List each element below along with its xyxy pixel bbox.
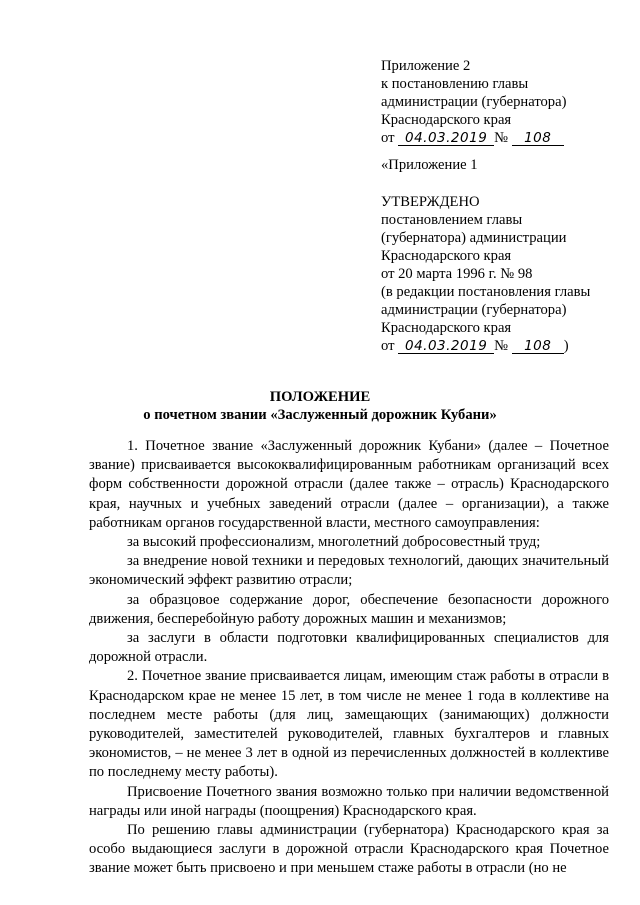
number-prefix: № — [494, 130, 509, 146]
from-prefix: от — [381, 130, 395, 146]
paragraph: Присвоение Почетного звания возможно только при наличии ведомственной награды или иной награды (поощрения) Краснодарского края. — [89, 783, 609, 819]
approved-line: от 20 марта 1996 г. № 98 — [381, 266, 533, 282]
handwritten-number: 108 — [512, 339, 564, 354]
header-line: Краснодарского края — [381, 112, 512, 128]
approved-lines — [381, 193, 590, 355]
title-main: ПОЛОЖЕНИЕ — [269, 389, 371, 405]
handwritten-number: 108 — [512, 131, 564, 146]
closing-paren: ) — [563, 338, 569, 354]
document-title — [0, 388, 640, 424]
header-line: Приложение 2 — [381, 58, 471, 74]
approved-line: УТВЕРЖДЕНО — [381, 194, 480, 210]
paragraph: за заслуги в области подготовки квалифицированных специалистов для дорожной отрасли. — [89, 630, 609, 666]
paragraph: за образцовое содержание дорог, обеспечение безопасности дорожного движения, бесперебойную работу дорожных машин и механизмов; — [89, 591, 609, 627]
approved-line: постановлением главы — [381, 212, 523, 228]
paragraph: По решению главы администрации (губернатора) Краснодарского края за особо выдающиеся заслуги в дорожной отрасли Краснодарского края Почетное звание может быть присвоено и при меньшем стаже работы в отрасли (но не — [89, 822, 609, 877]
paragraph: за высокий профессионализм, многолетний добросовестный труд; — [127, 534, 541, 551]
appendix-1-label: «Приложение 1 — [381, 157, 478, 173]
approved-line: администрации (губернатора) — [381, 302, 567, 318]
handwritten-date: 04.03.2019 — [398, 339, 494, 354]
approved-line: (в редакции постановления главы — [381, 284, 591, 300]
title-sub: о почетном звании «Заслуженный дорожник Кубани» — [143, 407, 497, 423]
approved-line: (губернатора) администрации — [381, 230, 567, 246]
handwritten-date: 04.03.2019 — [398, 131, 494, 146]
appendix-2-header — [381, 57, 566, 147]
paragraph: 2. Почетное звание присваивается лицам, имеющим стаж работы в отрасли в Краснодарском крае не менее 15 лет, в том числе не менее 1 года в коллективе на последнем месте работы (для лиц, замещающих (занимающих) должности руководителей, заместителей руководителей, главных бухгалтеров и главных экономистов, – не менее 3 лет в одной из перечисленных должностей в коллективе по последнему месту работы). — [89, 668, 609, 781]
approved-line: Краснодарского края — [381, 320, 512, 336]
header-line: администрации (губернатора) — [381, 94, 567, 110]
approved-line: Краснодарского края — [381, 248, 512, 264]
number-prefix: № — [494, 338, 509, 354]
from-prefix: от — [381, 338, 395, 354]
paragraph: за внедрение новой техники и передовых технологий, дающих значительный экономический эффект развитию отрасли; — [89, 553, 609, 589]
approved-date-line — [381, 337, 590, 355]
document-body — [89, 437, 609, 879]
approved-block — [381, 156, 478, 174]
paragraph: 1. Почетное звание «Заслуженный дорожник Кубани» (далее – Почетное звание) присваивается высококвалифицированным работникам организаций всех форм собственности дорожной отрасли (далее также – отрасль) Краснодарского края, научных и учебных заведений отрасли (далее – организации), а также работникам органов государственной власти, местного самоуправления: — [89, 438, 609, 531]
header-line: к постановлению главы — [381, 76, 529, 92]
header-date-line — [381, 129, 566, 147]
